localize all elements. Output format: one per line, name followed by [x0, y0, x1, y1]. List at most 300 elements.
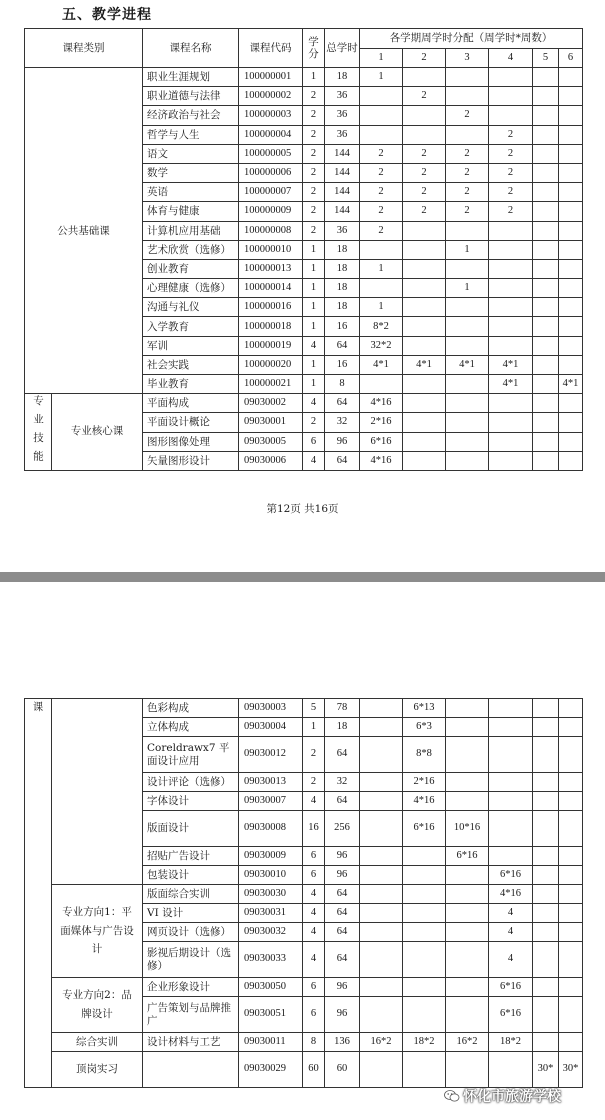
term-2-value: [403, 885, 446, 904]
course-credit: 4: [303, 451, 325, 470]
table-row: [25, 394, 583, 413]
course-name: 毕业教育: [143, 375, 239, 394]
section-title: 五、教学进程: [62, 7, 152, 23]
term-2-value: 4*1: [403, 355, 446, 374]
term-2-value: 8*8: [403, 737, 446, 773]
course-name: 心理健康（选修）: [143, 279, 239, 298]
term-3-value: [446, 432, 489, 451]
term-4-value: [489, 394, 533, 413]
course-name: 军训: [143, 336, 239, 355]
term-1-value: [360, 718, 403, 737]
header-category: 课程类别: [25, 29, 143, 68]
term-6-value: [559, 68, 583, 87]
course-name: 招贴广告设计: [143, 847, 239, 866]
term-6-value: [559, 699, 583, 718]
course-credit: 6: [303, 997, 325, 1033]
course-credit: 4: [303, 336, 325, 355]
course-name: 英语: [143, 183, 239, 202]
term-1-value: 2: [360, 202, 403, 221]
header-code: 课程代码: [239, 29, 303, 68]
course-code: 100000018: [239, 317, 303, 336]
course-hours: 60: [325, 1052, 360, 1088]
term-5-value: [533, 718, 559, 737]
term-4-value: 2: [489, 144, 533, 163]
header-term-6: 6: [559, 49, 583, 68]
term-5-value: [533, 978, 559, 997]
term-2-value: [403, 997, 446, 1033]
term-1-value: 4*16: [360, 394, 403, 413]
term-3-value: [446, 87, 489, 106]
course-credit: 6: [303, 847, 325, 866]
term-6-value: [559, 904, 583, 923]
term-6-value: [559, 298, 583, 317]
table-row: [25, 1033, 583, 1052]
course-credit: 2: [303, 221, 325, 240]
term-3-value: 6*16: [446, 847, 489, 866]
course-hours: 18: [325, 259, 360, 278]
term-6-value: [559, 718, 583, 737]
term-2-value: [403, 125, 446, 144]
subcategory-direction-1: 专业方向1：平面媒体与广告设计: [52, 885, 143, 978]
course-credit: 6: [303, 432, 325, 451]
course-name: 设计材料与工艺: [143, 1033, 239, 1052]
term-1-value: [360, 866, 403, 885]
course-code: 09030033: [239, 942, 303, 978]
course-code: 09030003: [239, 699, 303, 718]
course-credit: 2: [303, 125, 325, 144]
term-2-value: 2: [403, 87, 446, 106]
table-row: [25, 1052, 583, 1088]
course-name: 语文: [143, 144, 239, 163]
term-6-value: [559, 413, 583, 432]
term-3-value: [446, 259, 489, 278]
term-2-value: 2: [403, 163, 446, 182]
term-3-value: 2: [446, 183, 489, 202]
term-6-value: [559, 87, 583, 106]
course-hours: 18: [325, 240, 360, 259]
term-2-value: 2: [403, 202, 446, 221]
term-2-value: [403, 336, 446, 355]
term-6-value: [559, 202, 583, 221]
course-hours: 16: [325, 355, 360, 374]
course-name: 数学: [143, 163, 239, 182]
category-continued: 课: [25, 699, 52, 1088]
course-name: 包装设计: [143, 866, 239, 885]
term-1-value: 2: [360, 144, 403, 163]
header-credit: 学分: [303, 29, 325, 68]
term-3-value: 2: [446, 144, 489, 163]
term-4-value: [489, 68, 533, 87]
term-1-value: 1: [360, 68, 403, 87]
course-name: VI 设计: [143, 904, 239, 923]
course-hours: 18: [325, 279, 360, 298]
wechat-icon: [444, 1089, 460, 1103]
term-1-value: [360, 792, 403, 811]
term-5-value: [533, 279, 559, 298]
term-4-value: 18*2: [489, 1033, 533, 1052]
term-4-value: [489, 298, 533, 317]
course-name: 广告策划与品牌推广: [143, 997, 239, 1033]
course-code: 09030032: [239, 923, 303, 942]
term-2-value: [403, 221, 446, 240]
course-credit: 4: [303, 394, 325, 413]
term-6-value: [559, 866, 583, 885]
term-2-value: [403, 451, 446, 470]
term-2-value: [403, 866, 446, 885]
term-3-value: 2: [446, 163, 489, 182]
course-credit: 4: [303, 904, 325, 923]
course-hours: 64: [325, 942, 360, 978]
page-divider: [0, 572, 605, 582]
course-hours: 144: [325, 144, 360, 163]
term-5-value: [533, 866, 559, 885]
term-3-value: [446, 375, 489, 394]
course-code: 100000008: [239, 221, 303, 240]
course-hours: 36: [325, 106, 360, 125]
course-hours: 144: [325, 202, 360, 221]
course-code: 100000003: [239, 106, 303, 125]
term-5-value: [533, 904, 559, 923]
term-5-value: [533, 355, 559, 374]
table-row: [25, 978, 583, 997]
term-3-value: [446, 866, 489, 885]
header-term-5: 5: [533, 49, 559, 68]
course-name: 图形图像处理: [143, 432, 239, 451]
course-code: 100000009: [239, 202, 303, 221]
term-4-value: 6*16: [489, 997, 533, 1033]
course-code: 100000014: [239, 279, 303, 298]
term-3-value: [446, 413, 489, 432]
term-1-value: [360, 125, 403, 144]
term-5-value: [533, 375, 559, 394]
course-credit: 1: [303, 240, 325, 259]
term-4-value: [489, 847, 533, 866]
term-3-value: [446, 885, 489, 904]
term-5-value: [533, 1033, 559, 1052]
term-3-value: 1: [446, 240, 489, 259]
teaching-schedule-table-2: [24, 698, 583, 1088]
course-hours: 256: [325, 811, 360, 847]
term-6-value: [559, 106, 583, 125]
term-4-value: [489, 718, 533, 737]
term-2-value: 2: [403, 183, 446, 202]
course-code: 09030004: [239, 718, 303, 737]
term-3-value: 2: [446, 106, 489, 125]
term-3-value: [446, 1052, 489, 1088]
term-4-value: [489, 240, 533, 259]
term-5-value: [533, 144, 559, 163]
term-4-value: 6*16: [489, 866, 533, 885]
term-1-value: 32*2: [360, 336, 403, 355]
course-credit: 2: [303, 106, 325, 125]
term-2-value: [403, 942, 446, 978]
course-hours: 18: [325, 718, 360, 737]
term-6-value: [559, 144, 583, 163]
term-3-value: [446, 699, 489, 718]
term-2-value: [403, 279, 446, 298]
term-6-value: [559, 847, 583, 866]
term-6-value: [559, 1033, 583, 1052]
course-credit: 2: [303, 163, 325, 182]
course-credit: 1: [303, 317, 325, 336]
term-2-value: 4*16: [403, 792, 446, 811]
header-hours: 总学时: [325, 29, 360, 68]
course-code: 09030007: [239, 792, 303, 811]
course-credit: 1: [303, 355, 325, 374]
course-credit: 1: [303, 375, 325, 394]
course-hours: 64: [325, 792, 360, 811]
term-4-value: [489, 413, 533, 432]
course-code: 100000021: [239, 375, 303, 394]
term-5-value: [533, 106, 559, 125]
term-4-value: [489, 106, 533, 125]
term-4-value: [489, 451, 533, 470]
course-name: 社会实践: [143, 355, 239, 374]
term-3-value: [446, 317, 489, 336]
term-6-value: [559, 163, 583, 182]
term-2-value: 6*16: [403, 811, 446, 847]
term-2-value: [403, 240, 446, 259]
course-hours: 136: [325, 1033, 360, 1052]
term-3-value: [446, 997, 489, 1033]
term-4-value: [489, 432, 533, 451]
course-code: 09030029: [239, 1052, 303, 1088]
term-3-value: 2: [446, 202, 489, 221]
course-code: 100000010: [239, 240, 303, 259]
term-1-value: [360, 942, 403, 978]
term-5-value: [533, 792, 559, 811]
term-2-value: [403, 259, 446, 278]
course-code: 09030008: [239, 811, 303, 847]
term-4-value: 2: [489, 163, 533, 182]
term-6-value: [559, 279, 583, 298]
term-4-value: 4: [489, 942, 533, 978]
course-hours: 64: [325, 451, 360, 470]
term-3-value: [446, 942, 489, 978]
term-1-value: [360, 87, 403, 106]
course-code: 100000005: [239, 144, 303, 163]
course-hours: 36: [325, 87, 360, 106]
term-1-value: [360, 811, 403, 847]
term-3-value: 4*1: [446, 355, 489, 374]
term-1-value: 1: [360, 298, 403, 317]
course-code: 09030030: [239, 885, 303, 904]
course-credit: 6: [303, 866, 325, 885]
term-4-value: 2: [489, 202, 533, 221]
term-2-value: 6*3: [403, 718, 446, 737]
term-4-value: [489, 221, 533, 240]
course-name: 企业形象设计: [143, 978, 239, 997]
course-name: 经济政治与社会: [143, 106, 239, 125]
category-public-basic: 公共基础课: [25, 68, 143, 394]
course-credit: 1: [303, 718, 325, 737]
course-credit: 4: [303, 942, 325, 978]
header-term-1: 1: [360, 49, 403, 68]
term-3-value: [446, 737, 489, 773]
term-4-value: [489, 1052, 533, 1088]
subcategory-core-continued: [52, 699, 143, 885]
term-2-value: [403, 923, 446, 942]
course-hours: 64: [325, 923, 360, 942]
term-1-value: 6*16: [360, 432, 403, 451]
term-2-value: [403, 375, 446, 394]
course-credit: 2: [303, 413, 325, 432]
term-5-value: [533, 847, 559, 866]
course-code: 09030031: [239, 904, 303, 923]
course-hours: 144: [325, 183, 360, 202]
course-credit: 60: [303, 1052, 325, 1088]
term-4-value: [489, 773, 533, 792]
term-5-value: [533, 885, 559, 904]
term-2-value: [403, 847, 446, 866]
term-6-value: [559, 923, 583, 942]
term-1-value: [360, 106, 403, 125]
course-code: 100000006: [239, 163, 303, 182]
term-5-value: [533, 259, 559, 278]
term-1-value: [360, 699, 403, 718]
term-1-value: [360, 1052, 403, 1088]
course-name: 沟通与礼仪: [143, 298, 239, 317]
subcategory-major-core: 专业核心课: [52, 394, 143, 471]
header-term-3: 3: [446, 49, 489, 68]
course-hours: 32: [325, 773, 360, 792]
term-3-value: [446, 923, 489, 942]
course-code: 09030009: [239, 847, 303, 866]
term-2-value: [403, 413, 446, 432]
course-name: 版面设计: [143, 811, 239, 847]
course-code: 09030050: [239, 978, 303, 997]
course-credit: 2: [303, 202, 325, 221]
term-5-value: [533, 451, 559, 470]
course-hours: 96: [325, 997, 360, 1033]
term-4-value: 4*16: [489, 885, 533, 904]
term-5-value: [533, 336, 559, 355]
term-1-value: 16*2: [360, 1033, 403, 1052]
term-1-value: 2: [360, 163, 403, 182]
term-5-value: [533, 240, 559, 259]
table-row: [25, 699, 583, 718]
course-name: 艺术欣赏（选修）: [143, 240, 239, 259]
term-1-value: [360, 904, 403, 923]
course-name: 职业生涯规划: [143, 68, 239, 87]
course-name: 影视后期设计（选修）: [143, 942, 239, 978]
course-hours: 96: [325, 978, 360, 997]
term-6-value: [559, 773, 583, 792]
term-6-value: [559, 317, 583, 336]
course-hours: 64: [325, 737, 360, 773]
term-6-value: [559, 355, 583, 374]
term-4-value: 4*1: [489, 355, 533, 374]
course-name: 版面综合实训: [143, 885, 239, 904]
term-6-value: [559, 183, 583, 202]
term-3-value: [446, 978, 489, 997]
term-2-value: [403, 317, 446, 336]
term-2-value: [403, 68, 446, 87]
course-code: 09030013: [239, 773, 303, 792]
term-3-value: 10*16: [446, 811, 489, 847]
term-6-value: [559, 394, 583, 413]
course-name: 设计评论（选修）: [143, 773, 239, 792]
course-hours: 32: [325, 413, 360, 432]
course-hours: 18: [325, 298, 360, 317]
term-3-value: 1: [446, 279, 489, 298]
term-6-value: [559, 737, 583, 773]
course-hours: 64: [325, 336, 360, 355]
term-4-value: [489, 336, 533, 355]
term-2-value: [403, 298, 446, 317]
course-name: 矢量图形设计: [143, 451, 239, 470]
term-6-value: [559, 432, 583, 451]
course-code: 09030051: [239, 997, 303, 1033]
term-2-value: 2: [403, 144, 446, 163]
term-3-value: [446, 792, 489, 811]
term-4-value: [489, 811, 533, 847]
term-1-value: [360, 375, 403, 394]
term-1-value: [360, 773, 403, 792]
term-1-value: [360, 978, 403, 997]
course-hours: 18: [325, 68, 360, 87]
course-code: 100000013: [239, 259, 303, 278]
term-6-value: [559, 997, 583, 1033]
term-1-value: 1: [360, 259, 403, 278]
term-2-value: 18*2: [403, 1033, 446, 1052]
course-name: Coreldrawx7 平面设计应用: [143, 737, 239, 773]
course-credit: 2: [303, 144, 325, 163]
table-row: [25, 885, 583, 904]
course-code: 09030010: [239, 866, 303, 885]
term-4-value: 4: [489, 923, 533, 942]
course-code: 100000007: [239, 183, 303, 202]
term-1-value: 2: [360, 221, 403, 240]
term-6-value: [559, 811, 583, 847]
term-3-value: [446, 394, 489, 413]
term-5-value: [533, 298, 559, 317]
term-4-value: [489, 259, 533, 278]
term-3-value: [446, 298, 489, 317]
term-6-value: [559, 451, 583, 470]
course-credit: 8: [303, 1033, 325, 1052]
course-credit: 5: [303, 699, 325, 718]
term-4-value: [489, 279, 533, 298]
header-term-4: 4: [489, 49, 533, 68]
subcategory-practice: 综合实训: [52, 1033, 143, 1052]
term-4-value: 6*16: [489, 978, 533, 997]
term-5-value: [533, 125, 559, 144]
term-5-value: [533, 699, 559, 718]
course-code: 100000002: [239, 87, 303, 106]
course-code: 100000019: [239, 336, 303, 355]
term-1-value: 4*16: [360, 451, 403, 470]
term-6-value: [559, 978, 583, 997]
term-5-value: [533, 737, 559, 773]
course-name: 计算机应用基础: [143, 221, 239, 240]
term-5-value: [533, 394, 559, 413]
category-major-skills: 专业技能: [25, 394, 52, 471]
course-credit: 1: [303, 279, 325, 298]
term-2-value: [403, 904, 446, 923]
course-hours: 64: [325, 904, 360, 923]
course-hours: 78: [325, 699, 360, 718]
course-code: 100000016: [239, 298, 303, 317]
term-6-value: [559, 221, 583, 240]
table-row: [25, 68, 583, 87]
course-hours: 8: [325, 375, 360, 394]
term-2-value: [403, 1052, 446, 1088]
course-name: 职业道德与法律: [143, 87, 239, 106]
course-hours: 64: [325, 885, 360, 904]
term-1-value: [360, 885, 403, 904]
page-footer: 第12页 共16页: [266, 503, 339, 515]
